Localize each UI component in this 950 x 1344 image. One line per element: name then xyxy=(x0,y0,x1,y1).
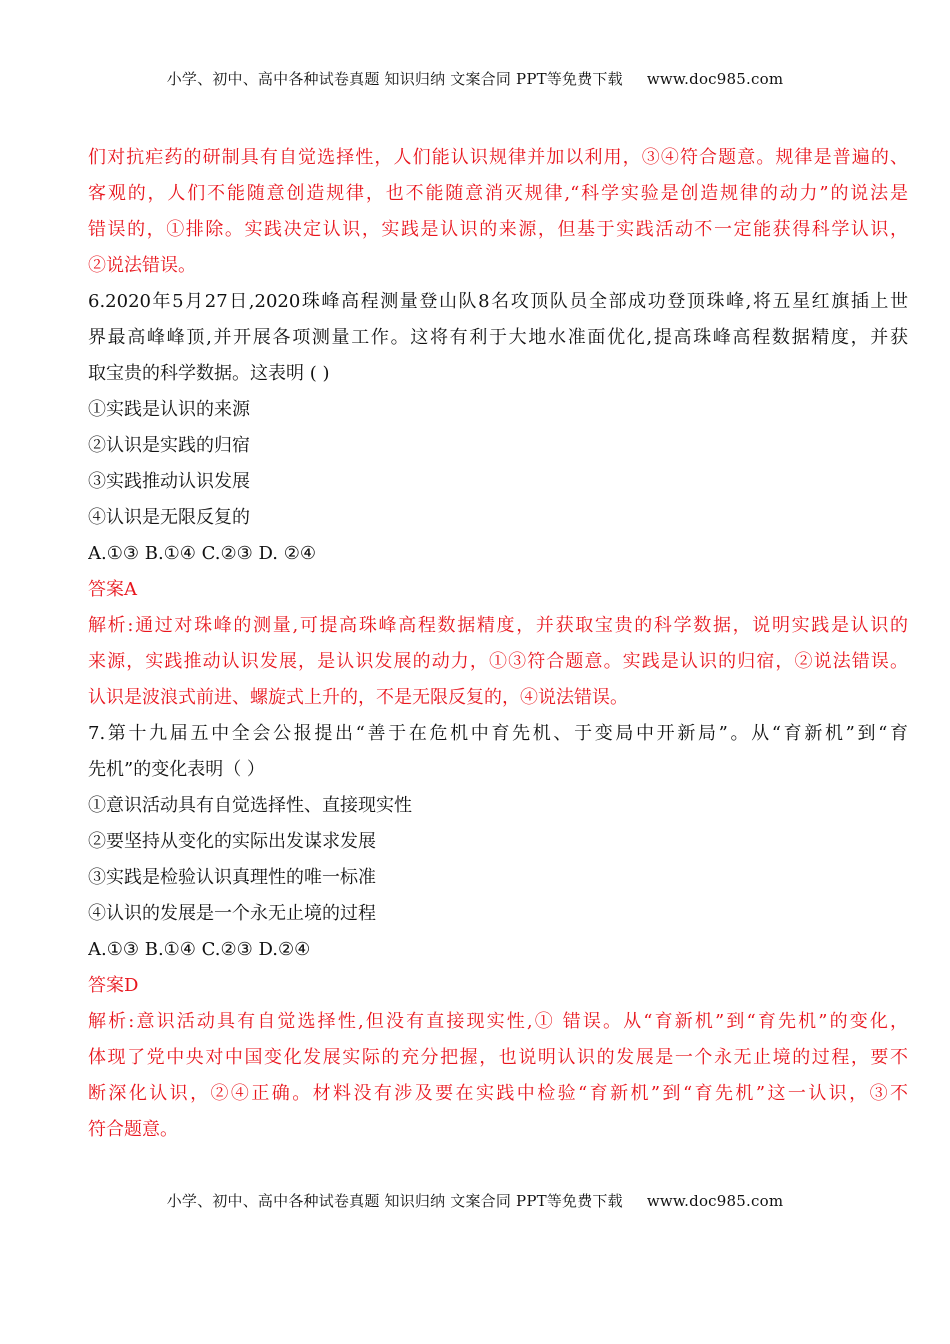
q7-option-3: ③实践是检验认识真理性的唯一标准 xyxy=(88,867,376,888)
page-footer xyxy=(0,1190,950,1211)
q6-option-2: ②认识是实践的归宿 xyxy=(88,435,250,456)
q6-option-3: ③实践推动认识发展 xyxy=(88,471,250,492)
footer-site[interactable]: www.doc985.com xyxy=(646,1192,784,1210)
q7-option-2: ②要坚持从变化的实际出发谋求发展 xyxy=(88,831,376,852)
q7-analysis-line: 体现了党中央对中国变化发展实际的充分把握，也说明认识的发展是一个永无止境的过程，要不 xyxy=(88,1047,908,1068)
q7-option-4: ④认识的发展是一个永无止境的过程 xyxy=(88,903,376,924)
q7-stem-line: 7.第十九届五中全会公报提出“善于在危机中育先机、于变局中开新局”。从“育新机”到“育 xyxy=(88,723,908,744)
q7-analysis-line: 符合题意。 xyxy=(88,1119,178,1140)
page-content xyxy=(88,140,908,1148)
prev-analysis-line: 错误的，①排除。实践决定认识，实践是认识的来源，但基于实践活动不一定能获得科学认识， xyxy=(88,219,908,240)
footer-text: 小学、初中、高中各种试卷真题 知识归纳 文案合同 PPT等免费下载 xyxy=(166,1192,623,1210)
q7-analysis-line: 解析:意识活动具有自觉选择性,但没有直接现实性,① 错误。从“育新机”到“育先机”的变化， xyxy=(88,1011,908,1032)
q7-answer: 答案D xyxy=(88,975,139,996)
prev-analysis xyxy=(88,140,908,284)
q7-option-1: ①意识活动具有自觉选择性、直接现实性 xyxy=(88,795,412,816)
q7-stem-line: 先机”的变化表明（ ） xyxy=(88,759,265,780)
q6-answer: 答案A xyxy=(88,579,137,600)
q6-stem-line: 取宝贵的科学数据。这表明 ( ) xyxy=(88,363,330,384)
q6-option-4: ④认识是无限反复的 xyxy=(88,507,250,528)
q7-analysis-line: 断深化认识，②④正确。材料没有涉及要在实践中检验“育新机”到“育先机”这一认识，③不 xyxy=(88,1083,908,1104)
q6-stem-line: 6.2020年5月27日,2020珠峰高程测量登山队8名攻顶队员全部成功登顶珠峰,将五星红旗插上世 xyxy=(88,291,908,312)
question-6 xyxy=(88,284,908,572)
q7-choices: A.①③ B.①④ C.②③ D.②④ xyxy=(88,939,311,960)
q6-analysis-line: 认识是波浪式前进、螺旋式上升的，不是无限反复的，④说法错误。 xyxy=(88,687,628,708)
prev-analysis-line: 客观的，人们不能随意创造规律，也不能随意消灭规律,“科学实验是创造规律的动力”的说法是 xyxy=(88,183,908,204)
page-header xyxy=(0,68,950,89)
prev-analysis-line: ②说法错误。 xyxy=(88,255,196,276)
q6-stem-line: 界最高峰峰顶,并开展各项测量工作。这将有利于大地水准面优化,提高珠峰高程数据精度，并获 xyxy=(88,327,908,348)
header-site[interactable]: www.doc985.com xyxy=(646,70,784,88)
question-7 xyxy=(88,716,908,968)
q6-option-1: ①实践是认识的来源 xyxy=(88,399,250,420)
prev-analysis-line: 们对抗疟药的研制具有自觉选择性，人们能认识规律并加以利用，③④符合题意。规律是普遍的、 xyxy=(88,147,908,168)
q6-analysis-line: 解析:通过对珠峰的测量,可提高珠峰高程数据精度，并获取宝贵的科学数据，说明实践是认识的 xyxy=(88,615,908,636)
q6-answer-block xyxy=(88,572,908,716)
header-text: 小学、初中、高中各种试卷真题 知识归纳 文案合同 PPT等免费下载 xyxy=(166,70,623,88)
q6-analysis-line: 来源，实践推动认识发展，是认识发展的动力，①③符合题意。实践是认识的归宿，②说法错误。 xyxy=(88,651,908,672)
q7-answer-block xyxy=(88,968,908,1148)
q6-choices: A.①③ B.①④ C.②③ D. ②④ xyxy=(88,543,317,564)
